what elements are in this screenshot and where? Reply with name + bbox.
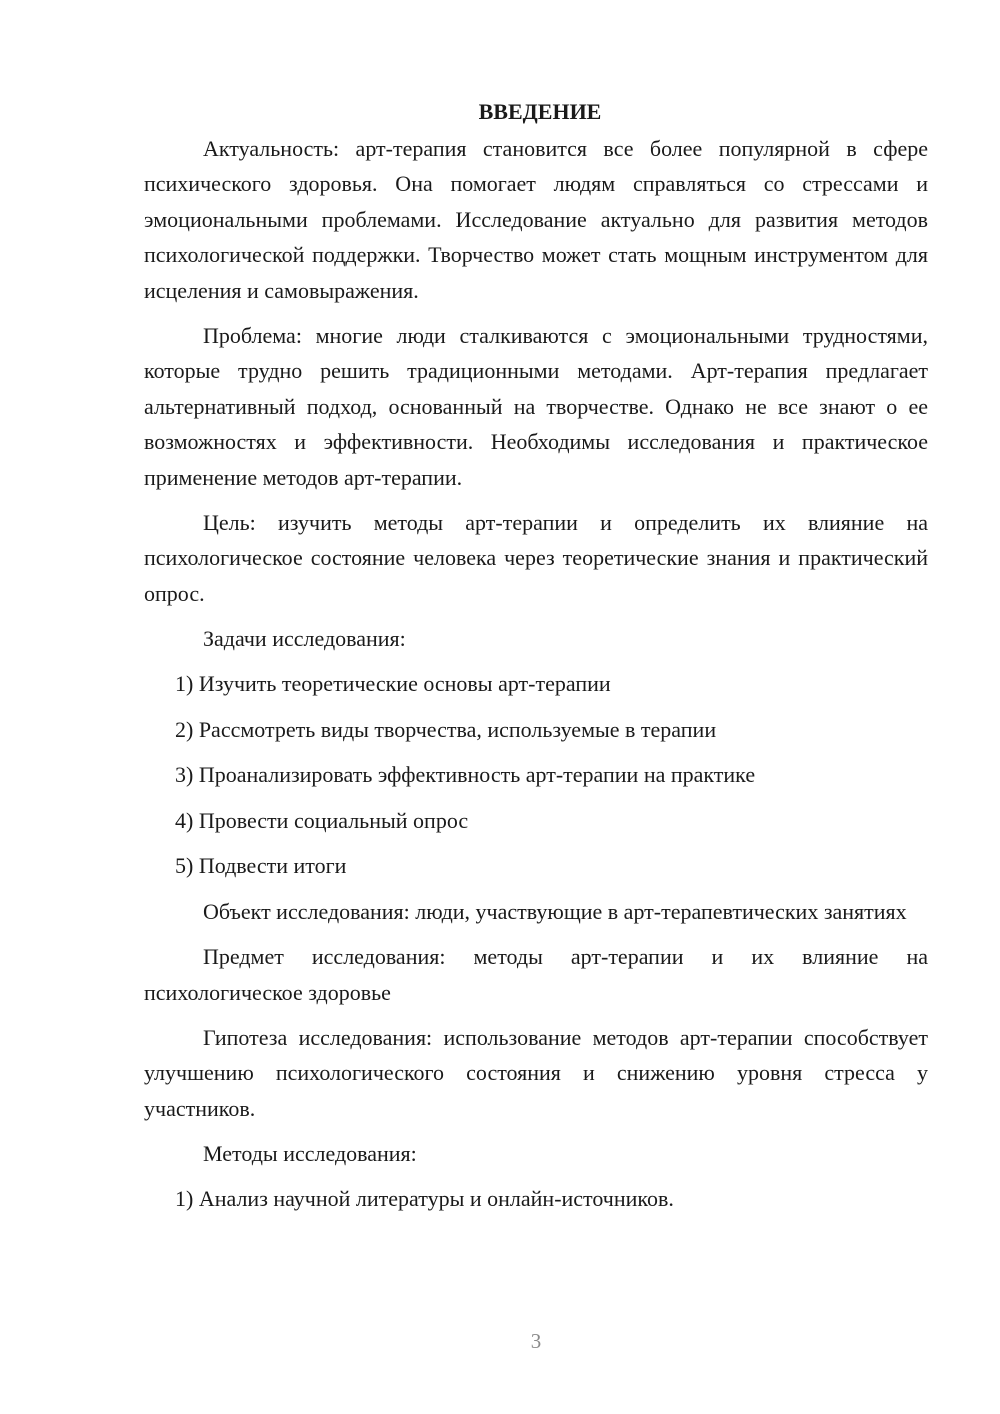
task-item: 1) Изучить теоретические основы арт-терапии xyxy=(175,671,611,697)
subject-paragraph: Предмет исследования: методы арт-терапии и их влияние на психологическое здоровье xyxy=(144,944,928,1005)
method-item: 1) Анализ научной литературы и онлайн-источников. xyxy=(175,1186,674,1212)
task-item: 3) Проанализировать эффективность арт-терапии на практике xyxy=(175,762,756,788)
tasks-heading: Задачи исследования: xyxy=(203,626,406,652)
goal-paragraph: Цель: изучить методы арт-терапии и определить их влияние на психологическое состояние человека через теоретические знания и практический опрос. xyxy=(144,510,928,606)
tasks-list xyxy=(144,666,928,883)
methods-heading: Методы исследования: xyxy=(203,1141,417,1167)
object-paragraph: Объект исследования: люди, участвующие в арт-терапевтических занятиях xyxy=(203,898,907,924)
task-item: 5) Подвести итоги xyxy=(175,853,347,879)
task-item: 4) Провести социальный опрос xyxy=(175,807,469,833)
problem-paragraph: Проблема: многие люди сталкиваются с эмоциональными трудностями, которые трудно решить традиционными методами. Арт-терапия предлагает альтернативный подход, основанный на творчестве. Однако не все знают о ее возможностях и эффективности. Необходимы исследования и практическое применение методов арт-терапии. xyxy=(144,323,928,490)
task-item: 2) Рассмотреть виды творчества, используемые в терапии xyxy=(175,716,717,742)
page-title: ВВЕДЕНИЕ xyxy=(478,99,602,124)
methods-list xyxy=(144,1181,928,1216)
page-number: 3 xyxy=(530,1329,542,1353)
hypothesis-paragraph: Гипотеза исследования: использование методов арт-терапии способствует улучшению психологического состояния и снижению уровня стресса у участников. xyxy=(144,1025,928,1121)
relevance-paragraph: Актуальность: арт-терапия становится все более популярной в сфере психического здоровья. Она помогает людям справляться со стрессами и эмоциональными проблемами. Исследование актуально для развития методов психологической поддержки. Творчество может стать мощным инструментом для исцеления и самовыражения. xyxy=(144,136,928,303)
page-content xyxy=(144,94,928,1227)
